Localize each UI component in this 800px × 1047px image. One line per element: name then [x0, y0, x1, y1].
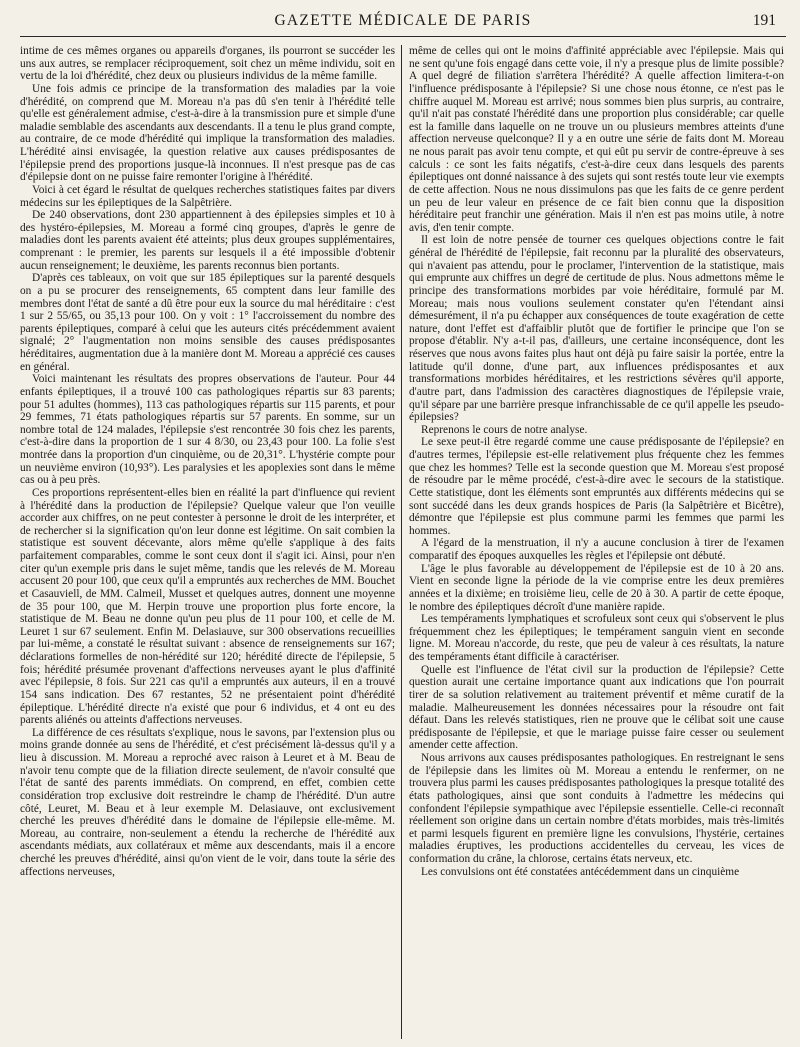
right-column	[402, 45, 784, 1039]
paragraph: L'âge le plus favorable au développement de l'épilepsie est de 10 à 20 ans. Vient en seconde ligne la période de la vie comprise entre les deux premières années et la dixième; en troisième lieu, celle de 20 à 30. A partir de cette époque, le nombre des épileptiques décroît d'une manière rapide.	[409, 562, 784, 613]
paragraph: Les convulsions ont été constatées antécédemment dans un cinquième	[421, 865, 740, 878]
paragraph: Nous arrivons aux causes prédisposantes pathologiques. En restreignant le sens de l'épilepsie dans les limites où M. Moreau a entendu le renfermer, on ne trouvera plus parmi les causes prédisposantes pathologiques la presque totalité des états pathologiques, ainsi que sont conduits à l'admettre les médecins qui confondent l'épilepsie sympathique avec l'épilepsie essentielle. Celle-ci reconnaît réellement son origine dans un certain nombre d'états morbides, mais très-limités et parmi lesquels figurent en première ligne les convulsions, l'hystérie, certaines maladies éruptives, les productions accidentelles du cerveau, les vices de conformation du crâne, la chlorose, certains états nerveux, etc.	[409, 752, 784, 865]
paragraph: Les tempéraments lymphatiques et scrofuleux sont ceux qui s'observent le plus fréquemment chez les épileptiques; le tempérament sanguin vient en seconde ligne. M. Moreau n'accorde, du reste, que peu de valeur à ces résultats, la nature des tempéraments étant difficile à caractériser.	[409, 613, 784, 663]
paragraph: Reprenons le cours de notre analyse.	[421, 423, 588, 436]
paragraph: même de celles qui ont le moins d'affinité appréciable avec l'épilepsie. Mais qui ne sent qu'une fois engagé dans cette voie, il n'y a presque plus de limite possible? A quel degré de filiation s'arrêtera l'hérédité? A quelle affection limitera-t-on l'influence prédisposante à l'épilepsie? Si une chose nous étonne, ce n'est pas le chiffre auquel M. Moreau est arrivé; nous sommes bien plus surpris, au contraire, qu'il n'ait pas constaté l'hérédité dans une proportion plus considérable; car quelle est la famille dans laquelle on ne trouve un ou plusieurs membres atteints d'une affection nerveuse quelconque? Il y a en outre une série de faits dont M. Moreau ne nous parait pas avoir tenu compte, et qui eût pu servir de contre-épreuve à ses calculs : ce sont les faits négatifs, c'est-à-dire ceux dans lesquels des parents épileptiques ont donné naissance à des sujets qui sont restés toute leur vie exempts de cette affection. Nous ne nous dissimulons pas que les faits de ce genre perdent un peu de leur valeur en présence de ce fait bien connu que la disposition héréditaire peut franchir une génération. Mais il n'en est pas moins utile, à notre avis, d'en tenir compte.	[409, 45, 784, 234]
paragraph: La différence de ces résultats s'explique, nous le savons, par l'extension plus ou moins grande donnée au sens de l'hérédité, et c'est précisément là-dessus qu'il y a lieu à discussion. M. Moreau a reproché avec raison à Leuret et à M. Beau de n'avoir tenu compte que de la filiation directe seulement, de n'avoir consulté que l'état de santé des parents immédiats. On comprend, en effet, combien cette considération trop exclusive doit restreindre le champ de l'hérédité. D'un autre côté, Leuret, M. Beau et à leur exemple M. Delasiauve, ont exclusivement cherché les preuves d'hérédité dans le domaine de l'épilepsie elle-même. M. Moreau, au contraire, non-seulement a étendu la recherche de l'hérédité aux ascendants médiats, aux collatéraux et même aux descendants, mais il a encore cherché les preuves d'hérédité, ainsi qu'on vient de le voir, dans toute la série des affections nerveuses,	[20, 726, 395, 878]
paragraph: Voici à cet égard le résultat de quelques recherches statistiques faites par divers médecins sur les épileptiques de la Salpêtrière.	[20, 183, 395, 209]
paragraph: De 240 observations, dont 230 appartiennent à des épilepsies simples et 10 à des hystéro-épilepsies, M. Moreau a formé cinq groupes, d'après le genre de maladies dont les parents avaient été atteints; plus deux groupes supplémentaires, comprenant : le premier, les parents sur lesquels il a été impossible d'obtenir aucun renseignement; le deuxième, les parents reconnus bien portants.	[20, 209, 395, 272]
page-number: 191	[752, 12, 776, 29]
journal-title: GAZETTE MÉDICALE DE PARIS	[274, 12, 532, 29]
paragraph: Quelle est l'influence de l'état civil sur la production de l'épilepsie? Cette question aurait une certaine importance quant aux indications que l'on pourrait tirer de sa solution relativement au traitement préventif et même curatif de la maladie. Malheureusement les données nécessaires pour la résoudre ont fait défaut. Dans les relevés statistiques, rien ne prouve que le célibat soit une cause prédisposante de l'épilepsie, et que le mariage puisse faire cesser ou seulement amender cette affection.	[409, 663, 784, 752]
paragraph: Il est loin de notre pensée de tourner ces quelques objections contre le fait général de l'hérédité de l'épilepsie, fait reconnu par la pluralité des observateurs, qui n'avaient pas attendu, pour le proclamer, l'intervention de la statistique, mais qui emprunte aux chiffres un degré de certitude de plus. Nous admettons même le principe des transformations morbides par voie héréditaire, formulé par M. Moreau; mais nous voulions seulement constater qu'en l'étendant ainsi démesurément, il n'a pu échapper aux conséquences de toute exagération de cette nature, dont l'effet est d'affaiblir plutôt que de fortifier le principe que l'on se propose d'établir. N'y a-t-il pas, d'ailleurs, une certaine inconséquence, dont les réserves que nous avons faites plus haut ont déjà pu faire saisir la portée, entre la latitude qu'il donne, d'une part, aux influences prédisposantes et aux transformations morbides héréditaires, et les restrictions sévères qu'il apporte, d'autre part, dans l'admission des caractères diagnostiques de l'épilepsie vraie, qu'il sépare par une barrière presque infranchissable de ce qu'il appelle les pseudo-épilepsies?	[409, 234, 784, 424]
paragraph: Une fois admis ce principe de la transformation des maladies par la voie d'hérédité, on comprend que M. Moreau n'a pas dû s'en tenir à l'hérédité telle qu'elle est généralement admise, c'est-à-dire à la transmission pure et simple d'une maladie semblable des ascendants aux descendants. Il a tenu le plus grand compte, au contraire, de ce mode d'hérédité qui implique la transformation des maladies. L'hérédité ainsi envisagée, la question relative aux causes prédisposantes de l'épilepsie prend des proportions jusque-là inconnues. Il n'est presque pas de cas d'épilepsie dont on ne puisse faire remonter l'origine à l'hérédité.	[20, 82, 395, 184]
left-column	[20, 45, 401, 1039]
paragraph: Voici maintenant les résultats des propres observations de l'auteur. Pour 44 enfants épileptiques, il a trouvé 100 cas pathologiques répartis sur 83 parents; pour 51 adultes (hommes), 113 cas pathologiques répartis sur 115 parents, et pour 29 femmes, 71 états pathologiques répartis sur 57 parents. En somme, sur un nombre total de 124 malades, l'épilepsie s'est rencontrée 30 fois chez les parents, c'est-à-dire dans la proportion de 1 sur 4 8/30, ou 23,43 pour 100. La folie s'est montrée dans la proportion d'un cinquième, ou de 20,31°. L'hystérie compte pour un neuvième environ (10,93°). Les paralysies et les apoplexies sont dans le même cas ou à peu près.	[20, 373, 395, 487]
paragraph: Ces proportions représentent-elles bien en réalité la part d'influence qui revient à l'hérédité dans la production de l'épilepsie? Quelque valeur que l'on veuille accorder aux chiffres, on ne peut contester à personne le droit de les interpréter, et de rechercher si la signification qu'on leur donne est légitime. On sait combien la statistique est souvent décevante, alors même qu'elle s'applique à des faits parfaitement comparables, comme le sont ceux dont il s'agit ici. Ainsi, pour n'en citer qu'un exemple pris dans le sujet même, tandis que les relevés de M. Moreau accusent 20 pour 100, que ceux qu'il a empruntés aux recherches de MM. Bouchet et Casauviell, de MM. Calmeil, Musset et quelques autres, donnent une moyenne de 35 pour 100, que M. Herpin trouve une proportion plus forte encore, la statistique de M. Beau ne donne qu'un peu plus de 11 pour 100, et celle de M. Leuret 1 sur 67 seulement. Enfin M. Delasiauve, sur 300 observations recueillies par lui-même, a constaté le résultat suivant : absence de renseignements sur 167; déclarations formelles de non-hérédité sur 120; hérédité directe de l'épilepsie, 5 fois; hérédité présumée provenant d'affections nerveuses ayant le plus d'affinité avec l'épilepsie, 8 fois. Sur 221 cas qu'il a empruntés aux auteurs, il en a trouvé 154 sans indication. Des 67 restantes, 52 ne présentaient point d'hérédité épileptique. L'hérédité directe n'a existé que pour 6 individus, et 4 ont eu des parents aliénés ou atteints d'affections nerveuses.	[20, 486, 395, 727]
paragraph: Le sexe peut-il être regardé comme une cause prédisposante de l'épilepsie? en d'autres termes, l'épilepsie est-elle relativement plus fréquente chez les femmes que chez les hommes? Telle est la seconde question que M. Moreau s'est proposé de résoudre par le même procédé, c'est-à-dire avec le secours de la statistique. Cette statistique, dont les éléments sont empruntés aux différents médecins qui se sont succédé dans les deux grands hospices de Paris (la Salpêtrière et Bicêtre), démontre que l'épilepsie est plus commune parmi les femmes que parmi les hommes.	[409, 436, 784, 537]
paragraph: intime de ces mêmes organes ou appareils d'organes, ils pourront se succéder les uns aux autres, se remplacer réciproquement, soit chez un même individu, soit en vertu de la loi d'hérédité, chez deux ou plusieurs individus de la même famille.	[20, 45, 395, 83]
paragraph: D'après ces tableaux, on voit que sur 185 épileptiques sur la parenté desquels on a pu se procurer des renseignements, 65 comptent dans leur famille des membres dont l'état de santé a dû être pour eux la source du mal héréditaire : c'est 1 sur 2 55/65, ou 35,13 pour 100. On y voit : 1° l'accroissement du nombre des parents épileptiques, comparé à celui que les auteurs cités précédemment avaient signalé; 2° l'augmentation non moins sensible des causes prédisposantes héréditaires, augmentation due à la manière dont M. Moreau a apprécié ces causes en général.	[20, 272, 395, 373]
text-columns	[20, 45, 786, 1039]
page-header	[20, 6, 786, 37]
paragraph: A l'égard de la menstruation, il n'y a aucune conclusion à tirer de l'examen comparatif des époques auxquelles les règles et l'épilepsie ont débuté.	[409, 537, 784, 562]
